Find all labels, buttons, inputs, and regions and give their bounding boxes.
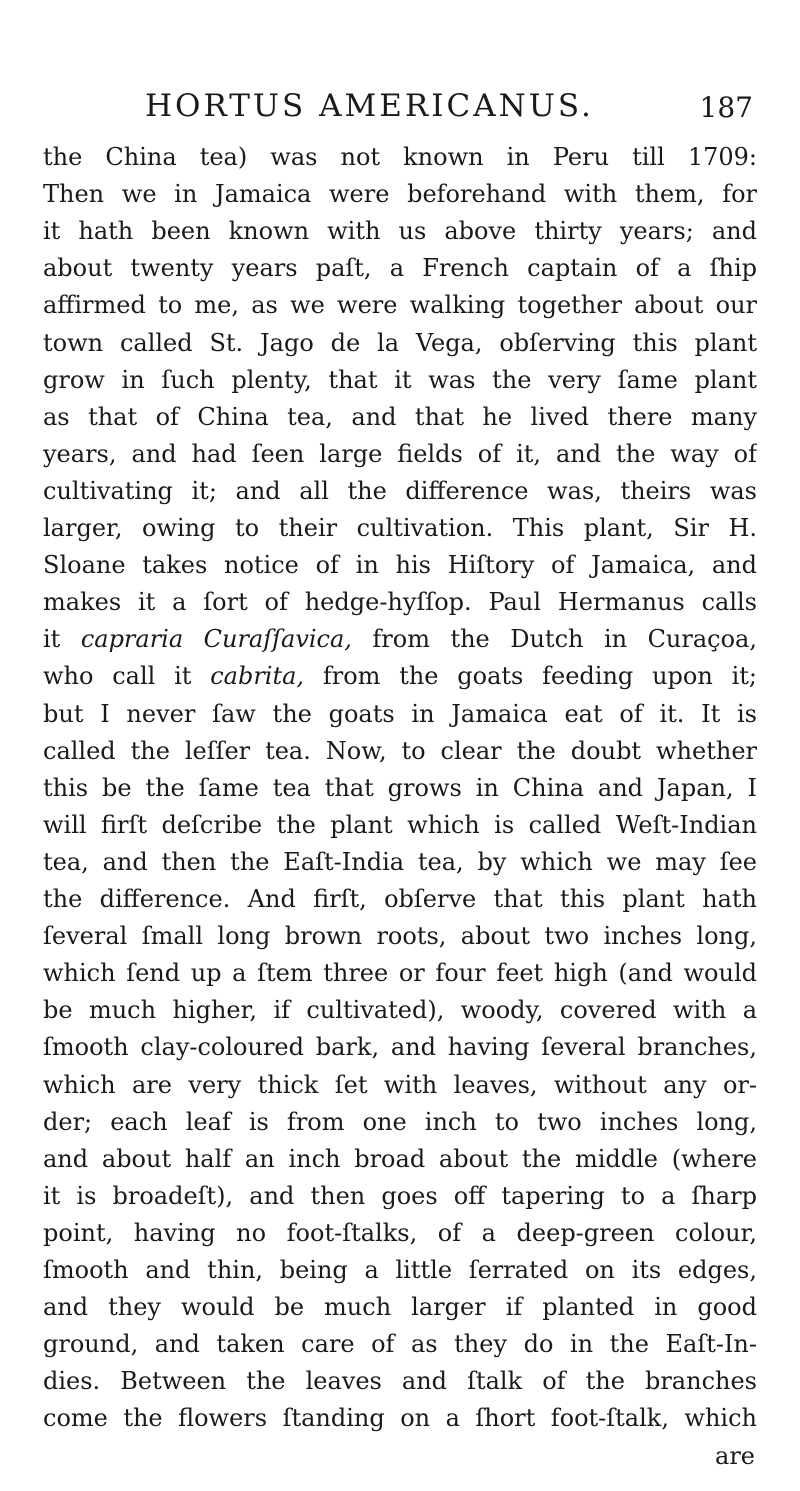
text-line: as that of China tea, and that he lived there many (43, 402, 757, 431)
text-line: makes it a ſort of hedge-hyſſop. Paul Hermanus calls (43, 588, 757, 617)
text-line: grow in ſuch plenty, that it was the very ſame plant (43, 365, 757, 394)
text-line: town called St. Jago de la Vega, obſerving this plant (43, 328, 757, 357)
text-line: the China tea) was not known in Peru till 1709: (43, 143, 757, 171)
text-line: it is broadeſt), and then goes off tapering to a ſharp (43, 1181, 757, 1210)
text-line: it hath been known with us above thirty years; and (43, 217, 757, 246)
text-line: this be the ſame tea that grows in China and Japan, I (43, 773, 757, 802)
text-line: tea, and then the Eaſt-India tea, by which we may ſee (43, 847, 757, 876)
text-line: der; each leaf is from one inch to two inches long, (43, 1107, 757, 1136)
text-line: point, having no foot-ſtalks, of a deep-green colour, (43, 1218, 757, 1247)
text-line: dies. Between the leaves and ſtalk of the branches (43, 1367, 757, 1396)
running-title: HORTUS AMERICANUS. (145, 88, 594, 124)
text-line: ground, and taken care of as they do in the Eaſt-In- (43, 1330, 757, 1359)
text-line: affirmed to me, as we were walking together about our (43, 291, 757, 320)
text-line: and they would be much larger if planted in good (43, 1293, 757, 1322)
text-line: come the flowers ſtanding on a ſhort foot-ſtalk, which (43, 1404, 757, 1433)
page-number: 187 (699, 91, 753, 124)
text-line: the difference. And firſt, obſerve that this plant hath (43, 885, 757, 913)
text-line: cultivating it; and all the difference was, theirs was (43, 476, 757, 505)
text-line: and about half an inch broad about the middle (where (43, 1144, 757, 1173)
text-line: about twenty years paſt, a French captain of a ſhip (43, 254, 757, 283)
text-line: Sloane takes notice of in his Hiſtory of Jamaica, and (43, 551, 757, 580)
text-line: will firſt deſcribe the plant which is called Weſt-Indian (43, 810, 757, 839)
text-line: it capraria Curaſſavica, from the Dutch in Curaçoa, (43, 625, 757, 654)
text-line: ſmooth and thin, being a little ſerrated on its edges, (43, 1256, 757, 1284)
text-line: but I never ſaw the goats in Jamaica eat of it. It is (43, 699, 757, 728)
text-line: years, and had ſeen large fields of it, and the way of (43, 439, 757, 468)
text-line: larger, owing to their cultivation. This plant, Sir H. (43, 514, 757, 542)
running-head (0, 84, 800, 128)
catchword: are (715, 1441, 755, 1470)
text-line: who call it cabrita, from the goats feeding upon it; (43, 662, 757, 691)
text-line: Then we in Jamaica were beforehand with them, for (43, 180, 757, 209)
text-line: which are very thick ſet with leaves, without any or- (43, 1070, 757, 1099)
text-line: called the leſſer tea. Now, to clear the doubt whether (43, 736, 757, 765)
text-line: ſeveral ſmall long brown roots, about two inches long, (43, 922, 757, 951)
text-line: be much higher, if cultivated), woody, covered with a (43, 996, 757, 1025)
text-line: ſmooth clay-coloured bark, and having ſeveral branches, (43, 1033, 757, 1062)
text-line: which ſend up a ſtem three or four feet high (and would (43, 959, 757, 988)
